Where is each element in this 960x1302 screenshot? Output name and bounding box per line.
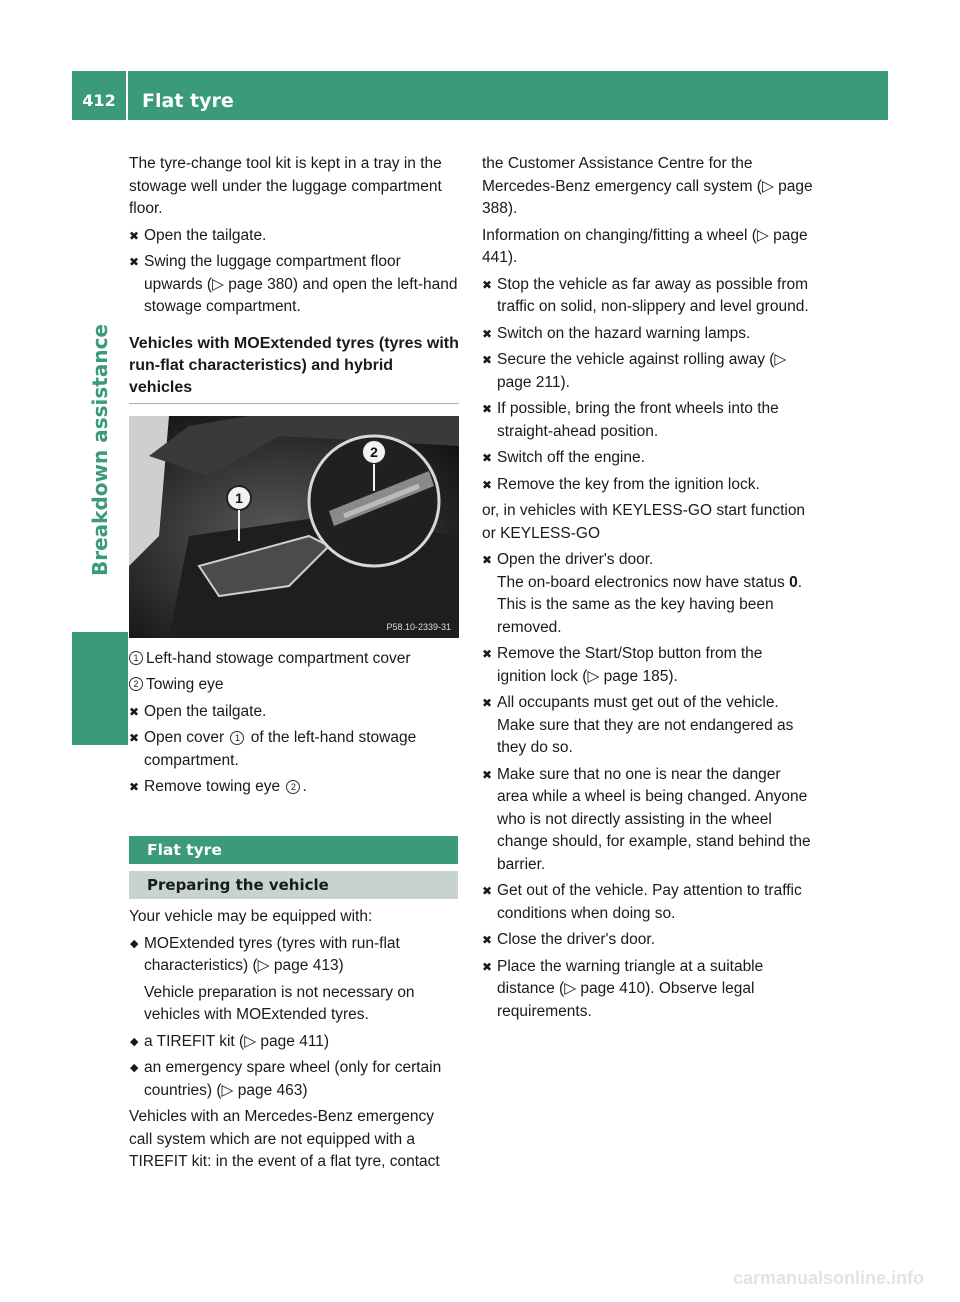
step-text: Switch on the hazard warning lamps. — [497, 324, 751, 342]
step-item — [482, 274, 815, 319]
step-text: Remove the Start/Stop button from the ignition lock (▷ page 185). — [497, 645, 763, 685]
bullet-text: MOExtended tyres (tyres with run-flat characteristics) (▷ page 413) — [144, 934, 400, 974]
image-code: P58.10-2339-31 — [386, 621, 451, 632]
step-item — [482, 323, 815, 346]
page-header — [72, 71, 888, 120]
page-number: 412 — [82, 91, 116, 110]
callout-number: 1 — [230, 731, 244, 745]
step-item — [482, 764, 815, 877]
step-text: . — [302, 778, 307, 795]
arrow-right-icon: ✖ — [482, 277, 493, 292]
left-column — [129, 153, 459, 803]
stowage-compartment-photo — [129, 416, 459, 638]
arrow-right-icon: ✖ — [482, 553, 493, 567]
step-text: Stop the vehicle as far away as possible from traffic on solid, non-slippery and level ground. — [497, 275, 809, 315]
step-text: Place the warning triangle at a suitable distance (▷ page 410). Observe legal requirements. — [497, 957, 764, 1020]
step-item — [129, 251, 459, 319]
section-title-bar — [129, 836, 458, 864]
arrow-right-icon: ✖ — [482, 647, 493, 661]
continuation-paragraph: the Customer Assistance Centre for the Mercedes-Benz emergency call system (▷ page 388). — [482, 155, 813, 217]
bullet-text: an emergency spare wheel (only for certain countries) (▷ page 463) — [144, 1059, 442, 1099]
step-item — [129, 701, 459, 724]
arrow-right-icon: ✖ — [129, 255, 140, 269]
step-text: Secure the vehicle against rolling away (▷ page 211). — [497, 351, 787, 391]
keyless-go-paragraph: or, in vehicles with KEYLESS-GO start function or KEYLESS-GO — [482, 502, 806, 542]
section-tab-block — [72, 632, 128, 745]
arrow-right-icon: ✖ — [482, 477, 493, 492]
step-item — [129, 225, 459, 248]
info-paragraph: Information on changing/fitting a wheel (▷ page 441). — [482, 226, 808, 266]
step-text: Switch off the engine. — [497, 449, 645, 466]
bullet-item — [129, 1057, 459, 1102]
step-result — [497, 572, 815, 640]
result-text: . This is the same as the key having been removed. — [497, 573, 803, 636]
step-item — [482, 692, 815, 760]
arrow-right-icon: ✖ — [129, 228, 140, 243]
intro-paragraph: The tyre-change tool kit is kept in a tray in the stowage well under the luggage compartment floor. — [129, 155, 442, 217]
arrow-right-icon: ✖ — [482, 402, 493, 416]
bullet-note: Vehicle preparation is not necessary on vehicles with MOExtended tyres. — [144, 983, 415, 1023]
bullet-text: a TIREFIT kit (▷ page 411) — [144, 1032, 330, 1050]
arrow-right-icon: ✖ — [482, 767, 493, 782]
bullet-icon: ◆ — [130, 1062, 139, 1074]
step-text: Swing the luggage compartment floor upwards (▷ page 380) and open the left-hand stowage compartment. — [144, 253, 458, 315]
section-title: Flat tyre — [147, 841, 222, 859]
step-text: Close the driver's door. — [497, 931, 656, 948]
callout-number: 2 — [286, 780, 300, 794]
step-item — [482, 880, 815, 925]
stowage-photo-illustration — [129, 416, 459, 638]
step-text: Make sure that no one is near the danger area while a wheel is being changed. Anyone who is not directly assisting in the wheel change should, for example, stand behind the barrier. — [497, 765, 811, 873]
subsection-title-bar — [129, 871, 458, 899]
footer-watermark: carmanualsonline.info — [732, 1268, 924, 1288]
status-value: 0 — [789, 573, 798, 591]
section-tab-label: Breakdown assistance — [88, 324, 112, 576]
step-text: Get out of the vehicle. Pay attention to traffic conditions when doing so. — [497, 882, 802, 922]
step-text: Open cover — [144, 729, 225, 746]
step-text: Open the tailgate. — [144, 226, 267, 244]
step-item — [482, 398, 815, 443]
step-text: Open the tailgate. — [144, 702, 267, 720]
subheading: Vehicles with MOExtended tyres (tyres with run-flat characteristics) and hybrid vehicles — [129, 334, 459, 396]
step-item — [482, 349, 815, 394]
left-column-lower — [129, 906, 459, 1178]
bullet-item — [129, 1031, 459, 1054]
right-column — [482, 153, 815, 1027]
step-text: All occupants must get out of the vehicle. Make sure that they are not endangered as they do so. — [497, 694, 794, 756]
header-divider — [126, 71, 128, 120]
image-callout-2: 2 — [370, 443, 378, 460]
result-text: The on-board electronics now have status — [497, 573, 790, 591]
step-item — [482, 956, 815, 1024]
legend-number: 2 — [129, 677, 143, 691]
step-item — [129, 776, 459, 799]
closing-paragraph: Vehicles with an Mercedes-Benz emergency call system which are not equipped with a TIREFIT kit: in the event of a flat tyre, contact — [129, 1108, 440, 1170]
legend-item — [129, 648, 459, 671]
arrow-right-icon: ✖ — [482, 959, 493, 974]
section-sidebar — [72, 120, 128, 745]
arrow-right-icon: ✖ — [482, 884, 493, 898]
step-text: Remove towing eye — [144, 778, 281, 795]
subsection-title: Preparing the vehicle — [147, 876, 329, 894]
equipped-intro: Your vehicle may be equipped with: — [129, 908, 373, 925]
legend-text: Left-hand stowage compartment cover — [146, 649, 411, 667]
step-text: If possible, bring the front wheels into the straight-ahead position. — [497, 400, 779, 440]
chapter-title: Flat tyre — [142, 90, 234, 112]
step-item — [482, 549, 815, 639]
step-text: of the left-hand stowage compartment. — [144, 729, 417, 769]
arrow-right-icon: ✖ — [129, 780, 140, 794]
arrow-right-icon: ✖ — [482, 933, 493, 947]
subheading-rule — [129, 403, 459, 404]
step-item — [482, 643, 815, 688]
bullet-icon: ◆ — [130, 937, 139, 950]
arrow-right-icon: ✖ — [482, 326, 493, 341]
arrow-right-icon: ✖ — [482, 353, 493, 367]
arrow-right-icon: ✖ — [482, 696, 493, 710]
step-text: Remove the key from the ignition lock. — [497, 475, 760, 493]
step-item — [482, 447, 815, 470]
legend-text: Towing eye — [146, 676, 224, 693]
step-item — [482, 929, 815, 952]
legend-item — [129, 674, 459, 697]
legend-number: 1 — [129, 651, 143, 665]
bullet-item — [129, 933, 459, 1027]
image-callout-1: 1 — [235, 489, 243, 506]
arrow-right-icon: ✖ — [482, 451, 493, 465]
step-text: Open the driver's door. — [497, 551, 654, 568]
bullet-icon: ◆ — [130, 1035, 139, 1048]
arrow-right-icon: ✖ — [129, 704, 140, 719]
step-item — [482, 474, 815, 497]
arrow-right-icon: ✖ — [129, 731, 140, 745]
step-item — [129, 727, 459, 772]
